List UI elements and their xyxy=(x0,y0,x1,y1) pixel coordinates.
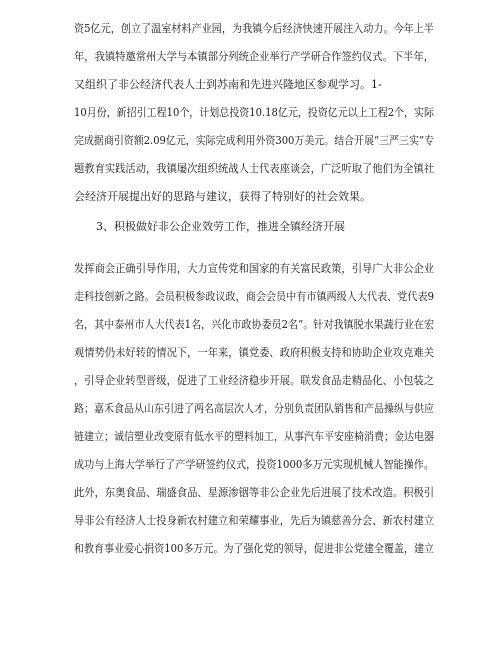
paragraph-1-line: 完成据商引资额2.09亿元，实际完成利用外资300万美元。结合开展“三严三实”专 xyxy=(74,134,434,147)
section-heading: 3、积极做好非公企业效劳工作，推进全镇经济开展 xyxy=(96,220,345,233)
paragraph-2-line: 和教育事业爱心捐资100多万元。为了强化党的领导，促进非公党建全覆盖，建立 xyxy=(74,542,435,555)
paragraph-1-line: 资5亿元，创立了温室材料产业园，为我镇今后经济快速开展注入动力。今年上半 xyxy=(74,22,435,35)
paragraph-2-line: 链建立；诚信塑业改变原有低水平的塑料加工，从事汽车平安座椅消费；金达电器 xyxy=(74,430,435,443)
paragraph-1-line: 题教育实践活动，我镇屡次组织统战人士代表座谈会，广泛听取了他们为全镇社 xyxy=(74,162,435,175)
paragraph-1-line: 又组织了非公经济代表人士到苏南和先进兴隆地区参观学习。1- xyxy=(74,78,382,91)
paragraph-2-line: 走科技创新之路。会员积极参政议政，商会会员中有市镇两级人大代表、党代表9 xyxy=(74,290,435,303)
paragraph-2-line: 名，其中泰州市人大代表1名，兴化市政协委员2名”。针对我镇脱水果蔬行业在宏 xyxy=(74,318,435,331)
paragraph-2-line: ，引导企业转型晋级，促进了工业经济稳步开展。联发食品走精品化、小包装之 xyxy=(74,374,435,387)
paragraph-2-line: 导非公有经济人士投身新农村建立和荣耀事业，先后为镇慈善分会、新农村建立 xyxy=(74,514,435,527)
paragraph-1-line: 会经济开展提出好的思路与建议，获得了特别好的社会效果。 xyxy=(74,190,371,203)
paragraph-2-line: 此外，东奥食品、瑞盛食品、星源渗铟等非公企业先后进展了技术改造。积极引 xyxy=(74,486,435,499)
paragraph-2-line: 成功与上海大学举行了产学研签约仪式，投资1000多万元实现机械人智能操作。 xyxy=(74,458,434,471)
paragraph-2-line: 路；嘉禾食品从山东引进了两名高层次人才，分别负责团队销售和产品操纵与供应 xyxy=(74,402,435,415)
paragraph-2-line: 观情势仍未好转的情况下，一年来，镇党委、政府积极支持和协助企业攻克难关 xyxy=(74,346,435,359)
paragraph-2-line: 发挥商会正确引导作用，大力宣传党和国家的有关富民政策，引导广大非公企业 xyxy=(74,262,435,275)
paragraph-1-line: 10月份，新招引工程10个，计划总投资10.18亿元，投资亿元以上工程2个，实际 xyxy=(74,106,435,119)
paragraph-1-line: 年，我镇特邀常州大学与本镇部分列统企业举行产学研合作签约仪式。下半年， xyxy=(74,50,435,63)
